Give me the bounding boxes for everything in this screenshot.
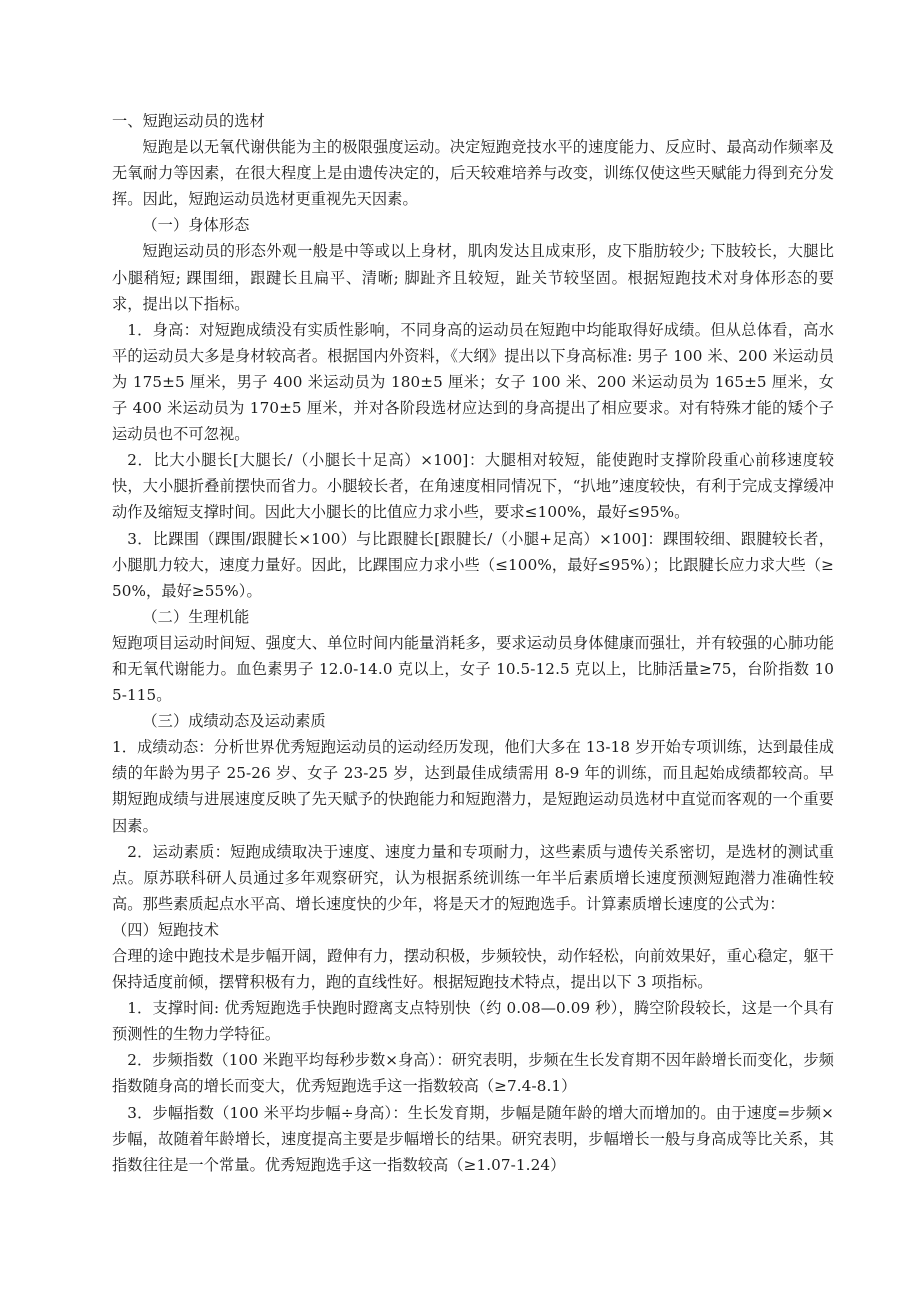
- item-motor-qualities: 2．运动素质：短跑成绩取决于速度、速度力量和专项耐力，这些素质与遗传关系密切，是选材的测试重点。原苏联科研人员通过多年观察研究，认为根据系统训练一年半后素质增长速度预测短跑潜力准确性较高。那些素质起点水平高、增长速度快的少年，将是天才的短跑选手。计算素质增长速度的公式为：: [112, 842, 834, 913]
- heading-section-technique: （四）短跑技术: [112, 920, 220, 939]
- heading-main: 一、短跑运动员的选材: [112, 112, 265, 130]
- document-body: [112, 108, 834, 1178]
- body-physiology: 短跑项目运动时间短、强度大、单位时间内能量消耗多，要求运动员身体健康而强壮，并有较强的心肺功能和无氧代谢能力。血色素男子 12.0-14.0 克以上，女子 10.5-12.5 克以上，比肺活量≥75，台阶指数 105-115。: [112, 633, 834, 705]
- item-height: 1．身高：对短跑成绩没有实质性影响，不同身高的运动员在短跑中均能取得好成绩。但从总体看，高水平的运动员大多是身材较高者。根据国内外资料，《大纲》提出以下身高标准: 男子 100 米、200 米运动员为 175±5 厘米，男子 400 米运动员为 180±5 厘米；女子 100 米、200 米运动员为 165±5 厘米，女子 400 米运动员为 170±5 厘米，并对各阶段选材应达到的身高提出了相应要求。对有特殊才能的矮个子运动员也不可忽视。: [112, 320, 834, 444]
- body-technique: 合理的途中跑技术是步幅开阔，蹬伸有力，摆动积极，步频较快，动作轻松，向前效果好，重心稳定，躯干保持适度前倾，摆臂积极有力，跑的直线性好。根据短跑技术特点，提出以下 3 项指标。: [112, 947, 834, 992]
- heading-section-performance: （三）成绩动态及运动素质: [142, 712, 326, 731]
- item-stride-frequency-index: 2．步频指数（100 米跑平均每秒步数×身高）：研究表明，步频在生长发育期不因年龄增长而变化，步频指数随身高的增长而变大，优秀短跑选手这一指数较高（≥7.4-8.1）: [112, 1051, 834, 1096]
- intro-paragraph: 短跑是以无氧代谢供能为主的极限强度运动。决定短跑竞技水平的速度能力、反应时、最高动作频率及无氧耐力等因素，在很大程度上是由遗传决定的，后天较难培养与改变，训练仅使这些天赋能力得到充分发挥。因此，短跑运动员选材更重视先天因素。: [112, 138, 834, 209]
- item-ankle-achilles: 3．比踝围（踝围/跟腱长×100）与比跟腱长[跟腱长/（小腿+足高）×100]：踝围较细、跟腱较长者，小腿肌力较大，速度力量好。因此，比踝围应力求小些（≤100%，最好≤95%）；比跟腱长应力求大些（≥50%，最好≥55%）。: [112, 529, 834, 600]
- body-morphology: 短跑运动员的形态外观一般是中等或以上身材，肌肉发达且成束形，皮下脂肪较少; 下肢较长，大腿比小腿稍短; 踝围细，跟踺长且扁平、清晰; 脚趾齐且较短，趾关节较坚固。根据短跑技术对身体形态的要求，提出以下指标。: [112, 242, 834, 313]
- item-performance-dynamics: 1．成绩动态：分析世界优秀短跑运动员的运动经历发现，他们大多在 13-18 岁开始专项训练，达到最佳成绩的年龄为男子 25-26 岁、女子 23-25 岁，达到最佳成绩需用 8-9 年的训练，而且起始成绩都较高。早期短跑成绩与进展速度反映了先天赋予的快跑能力和短跑潜力，是短跑运动员选材中直觉而客观的一个重要因素。: [112, 738, 834, 835]
- heading-section-body-form: （一）身体形态: [142, 216, 250, 235]
- item-thigh-calf-ratio: 2．比大小腿长[大腿长/（小腿长十足高）×100]：大腿相对较短，能使跑时支撑阶段重心前移速度较快，大小腿折叠前摆快而省力。小腿较长者，在角速度相同情况下，“扒地”速度较快，有利于完成支撑缓冲动作及缩短支撑时间。因此大小腿长的比值应力求小些，要求≤100%，最好≤95%。: [112, 451, 834, 522]
- item-stride-length-index: 3．步幅指数（100 米平均步幅÷身高）：生长发育期，步幅是随年龄的增大而增加的。由于速度=步频×步幅，故随着年龄增长，速度提高主要是步幅增长的结果。研究表明，步幅增长一般与身高成等比关系，其指数往往是一个常量。优秀短跑选手这一指数较高（≥1.07-1.24）: [112, 1103, 834, 1174]
- item-support-time: 1．支撑时间: 优秀短跑选手快跑时蹬离支点特别快（约 0.08—0.09 秒），腾空阶段较长，这是一个具有预测性的生物力学特征。: [112, 999, 834, 1044]
- heading-section-physiology: （二）生理机能: [142, 607, 250, 626]
